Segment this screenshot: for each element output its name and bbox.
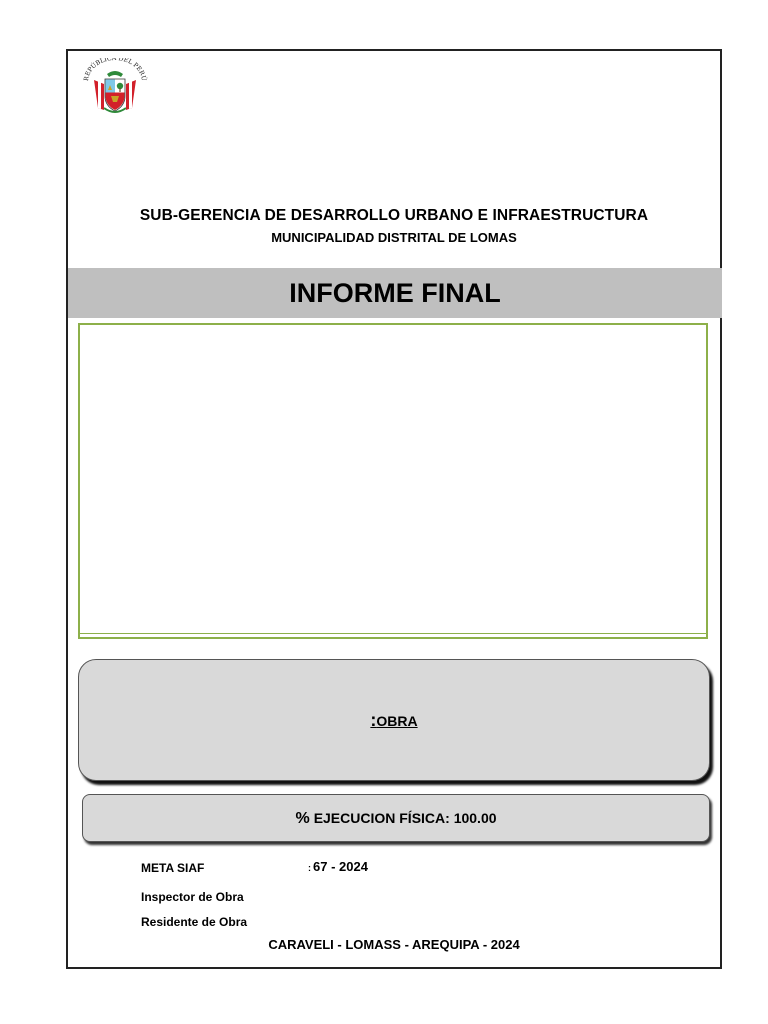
organization-heading: SUB-GERENCIA DE DESARROLLO URBANO E INFRAESTRUCTURA bbox=[139, 207, 649, 224]
emblem-arc-text bbox=[83, 58, 148, 82]
coat-of-arms bbox=[80, 58, 150, 118]
emblem-flag-right-stripe bbox=[129, 81, 132, 109]
peru-coat-of-arms-icon bbox=[80, 58, 150, 118]
resident-label: Residente de Obra bbox=[141, 915, 248, 929]
execution-label: EJECUCION FÍSICA: 100.00 bbox=[313, 810, 497, 826]
meta-siaf-value bbox=[308, 859, 368, 874]
obra-text: OBRA bbox=[376, 713, 418, 729]
obra-label bbox=[79, 710, 709, 731]
execution-panel bbox=[82, 794, 710, 842]
meta-siaf-label: META SIAF bbox=[141, 861, 205, 875]
municipality-heading: MUNICIPALIDAD DISTRITAL DE LOMAS bbox=[271, 230, 517, 245]
photo-placeholder bbox=[78, 323, 708, 639]
footer-location: CARAVELI - LOMASS - AREQUIPA - 2024 bbox=[268, 937, 520, 952]
obra-panel bbox=[78, 659, 710, 781]
report-title: INFORME FINAL bbox=[68, 268, 722, 318]
meta-siaf-number: 67 - 2024 bbox=[313, 859, 368, 874]
obra-colon: : bbox=[370, 710, 377, 730]
emblem-tree-trunk bbox=[119, 88, 120, 92]
percent-sign: % bbox=[295, 810, 310, 827]
meta-siaf-colon: : bbox=[308, 863, 311, 873]
emblem-arc-textpath: REPÚBLICA DEL PERÚ bbox=[82, 58, 148, 82]
emblem-crown-shape bbox=[107, 71, 123, 77]
inspector-label: Inspector de Obra bbox=[141, 890, 244, 904]
emblem-flag-left-stripe bbox=[98, 81, 101, 109]
